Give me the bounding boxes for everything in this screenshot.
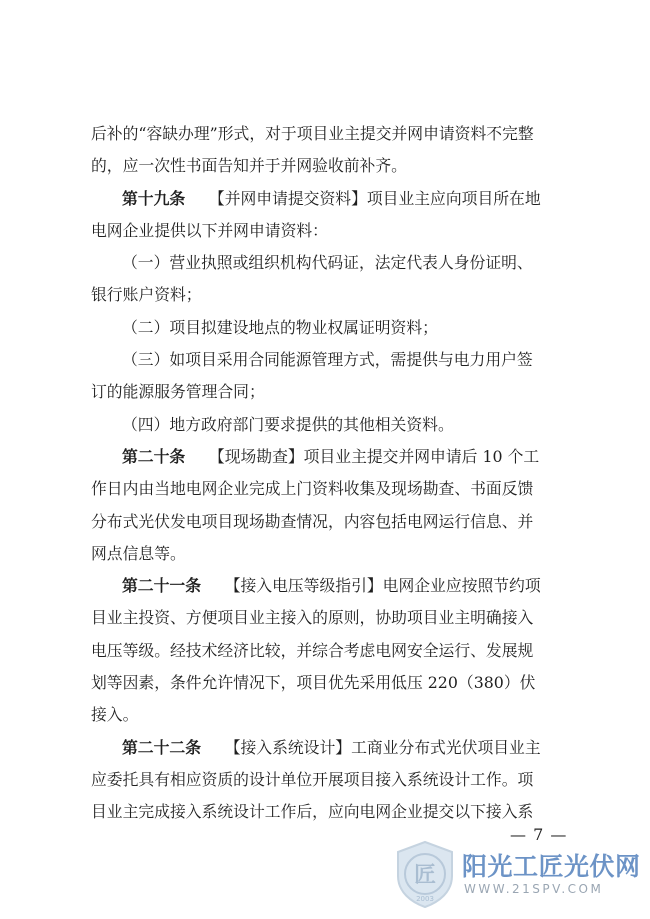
article-19-first-line — [91, 183, 569, 215]
body-line: 后补的“容缺办理”形式，对于项目业主提交并网申请资料不完整 — [91, 124, 534, 143]
article-20-text: 【现场勘查】项目业主提交并网申请后 10 个工 — [185, 446, 540, 466]
article-21-text: 【接入电压等级指引】电网企业应按照节约项 — [201, 576, 541, 596]
body-line: 划等因素，条件允许情况下，项目优先采用低压 220（380）伏 — [91, 673, 536, 693]
list-item-4: （四）地方政府部门要求提供的其他相关资料。 — [122, 414, 454, 434]
page-number: — 7 — — [510, 825, 568, 844]
body-line: 作日内由当地电网企业完成上门资料收集及现场勘查、书面反馈 — [91, 479, 534, 499]
watermark — [392, 838, 644, 910]
body-line: 银行账户资料； — [91, 285, 202, 305]
body-line: 的，应一次性书面告知并于并网验收前补齐。 — [91, 156, 407, 176]
document-body — [91, 118, 569, 829]
body-line: 目业主投资、方便项目业主接入的原则，协助项目业主明确接入 — [91, 608, 534, 628]
list-item-3: （三）如项目采用合同能源管理方式，需提供与电力用户签 — [122, 350, 533, 370]
list-item-2: （二）项目拟建设地点的物业权属证明资料； — [122, 317, 438, 337]
article-22-first-line — [91, 732, 569, 764]
article-20-heading: 第二十条 — [122, 446, 186, 466]
body-line: 网点信息等。 — [91, 543, 186, 563]
body-line: 接入。 — [91, 705, 139, 725]
body-line: 电压等级。经技术经济比较，并综合考虑电网安全运行、发展规 — [91, 640, 534, 660]
body-line: 应委托具有相应资质的设计单位开展项目接入系统设计工作。项 — [91, 769, 534, 789]
article-22-text: 【接入系统设计】工商业分布式光伏项目业主 — [201, 737, 541, 757]
list-item-1: （一）营业执照或组织机构代码证，法定代表人身份证明、 — [122, 253, 533, 273]
logo-year: 2003 — [416, 895, 434, 903]
article-20-first-line — [91, 441, 569, 473]
shield-logo-icon — [392, 838, 458, 910]
article-19-heading: 第十九条 — [122, 188, 186, 208]
watermark-url: WWW.21SPV.COM — [464, 882, 604, 896]
watermark-text — [462, 852, 641, 896]
body-line: 订的能源服务管理合同； — [91, 382, 265, 402]
body-line: 电网企业提供以下并网申请资料： — [91, 220, 328, 240]
article-19-text: 【并网申请提交资料】项目业主应向项目所在地 — [185, 188, 541, 208]
article-21-first-line — [91, 570, 569, 602]
logo-character: 匠 — [413, 863, 437, 888]
article-22-heading: 第二十二条 — [122, 737, 201, 757]
watermark-brand: 阳光工匠光伏网 — [462, 852, 641, 881]
body-line: 分布式光伏发电项目现场勘查情况，内容包括电网运行信息、并 — [91, 511, 534, 531]
body-line: 目业主完成接入系统设计工作后，应向电网企业提交以下接入系 — [91, 802, 534, 822]
article-21-heading: 第二十一条 — [122, 576, 201, 596]
